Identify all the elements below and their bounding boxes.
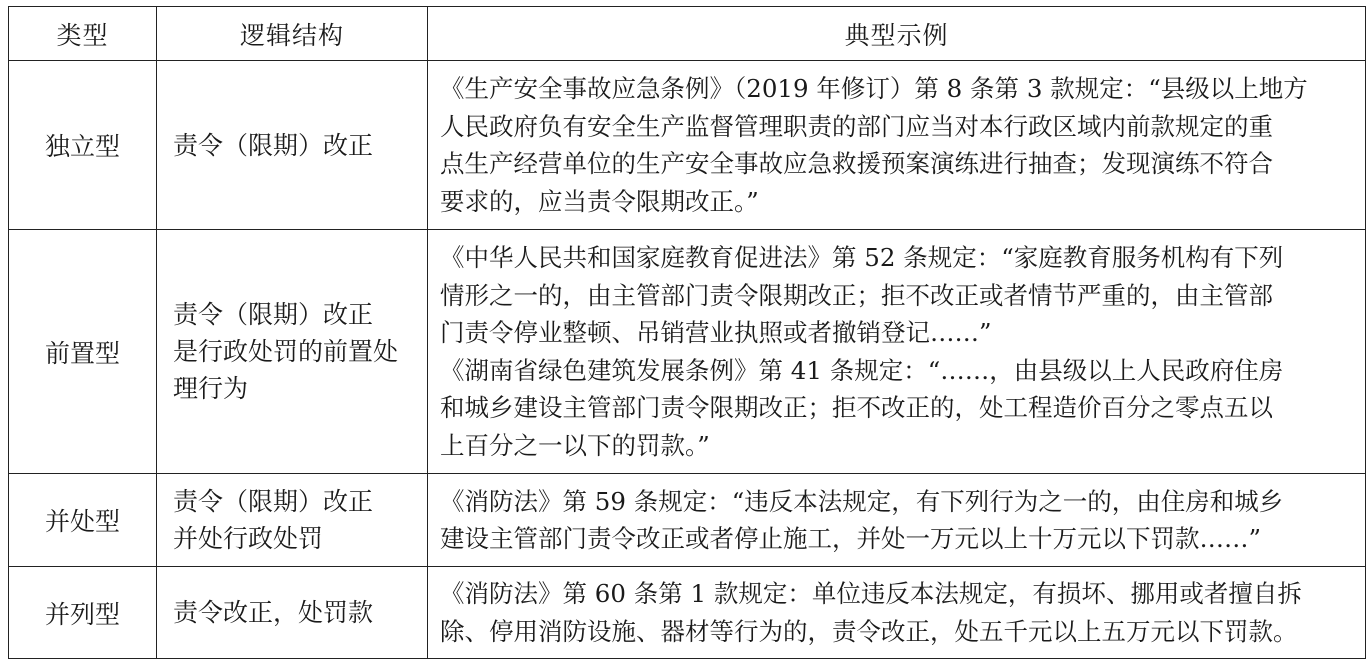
example-line: 建设主管部门责令改正或者停止施工，并处一万元以上十万元以下罚款……”	[440, 524, 1262, 553]
example-line: 情形之一的，由主管部门责令限期改正；拒不改正或者情节严重的，由主管部	[440, 280, 1273, 310]
type-cell: 并处型	[9, 474, 157, 567]
logic-line: 责令（限期）改正	[173, 300, 374, 329]
example-line: 《消防法》第 59 条规定：“违反本法规定，有下列行为之一的，由住房和城乡	[440, 486, 1284, 516]
table-row	[9, 230, 1366, 474]
table-row	[9, 61, 1366, 230]
header-row	[9, 7, 1366, 61]
example-line: 和城乡建设主管部门责令限期改正；拒不改正的，处工程造价百分之零点五以	[440, 393, 1273, 422]
logic-line: 并处行政处罚	[173, 524, 324, 553]
example-line: 要求的，应当责令限期改正。”	[440, 186, 759, 216]
logic-line: 理行为	[173, 374, 249, 403]
logic-cell	[157, 230, 428, 474]
example-cell	[428, 474, 1366, 567]
type-cell: 独立型	[9, 61, 157, 230]
example-line: 点生产经营单位的生产安全事故应急救援预案演练进行抽查；发现演练不符合	[440, 149, 1273, 178]
example-line: 人民政府负有安全生产监督管理职责的部门应当对本行政区域内前款规定的重	[440, 111, 1273, 141]
logic-line: 是行政处罚的前置处	[173, 337, 399, 366]
logic-line: 责令（限期）改正	[173, 130, 374, 160]
logic-cell	[157, 61, 428, 230]
logic-line: 责令改正，处罚款	[173, 598, 374, 627]
example-line: 门责令停业整顿、吊销营业执照或者撤销登记……”	[440, 318, 992, 347]
table-row	[9, 474, 1366, 567]
example-line: 《湖南省绿色建筑发展条例》第 41 条规定：“……，由县级以上人民政府住房	[440, 355, 1284, 385]
header-type: 类型	[9, 7, 157, 61]
header-logic: 逻辑结构	[157, 7, 428, 61]
example-line: 《消防法》第 60 条第 1 款规定：单位违反本法规定，有损坏、挪用或者擅自拆	[440, 579, 1302, 608]
regulation-table	[8, 6, 1366, 659]
example-line: 《生产安全事故应急条例》（2019 年修订）第 8 条第 3 款规定：“县级以上地方	[440, 74, 1308, 103]
table-row	[9, 567, 1366, 659]
logic-line: 责令（限期）改正	[173, 487, 374, 516]
logic-cell	[157, 474, 428, 567]
logic-cell	[157, 567, 428, 659]
example-line: 上百分之一以下的罚款。”	[440, 430, 710, 460]
header-example: 典型示例	[428, 7, 1366, 61]
example-cell	[428, 61, 1366, 230]
example-cell	[428, 230, 1366, 474]
example-cell	[428, 567, 1366, 659]
example-line: 《中华人民共和国家庭教育促进法》第 52 条规定：“家庭教育服务机构有下列	[440, 243, 1284, 272]
type-cell: 并列型	[9, 567, 157, 659]
example-line: 除、停用消防设施、器材等行为的，责令改正，处五千元以上五万元以下罚款。	[440, 616, 1298, 646]
type-cell: 前置型	[9, 230, 157, 474]
